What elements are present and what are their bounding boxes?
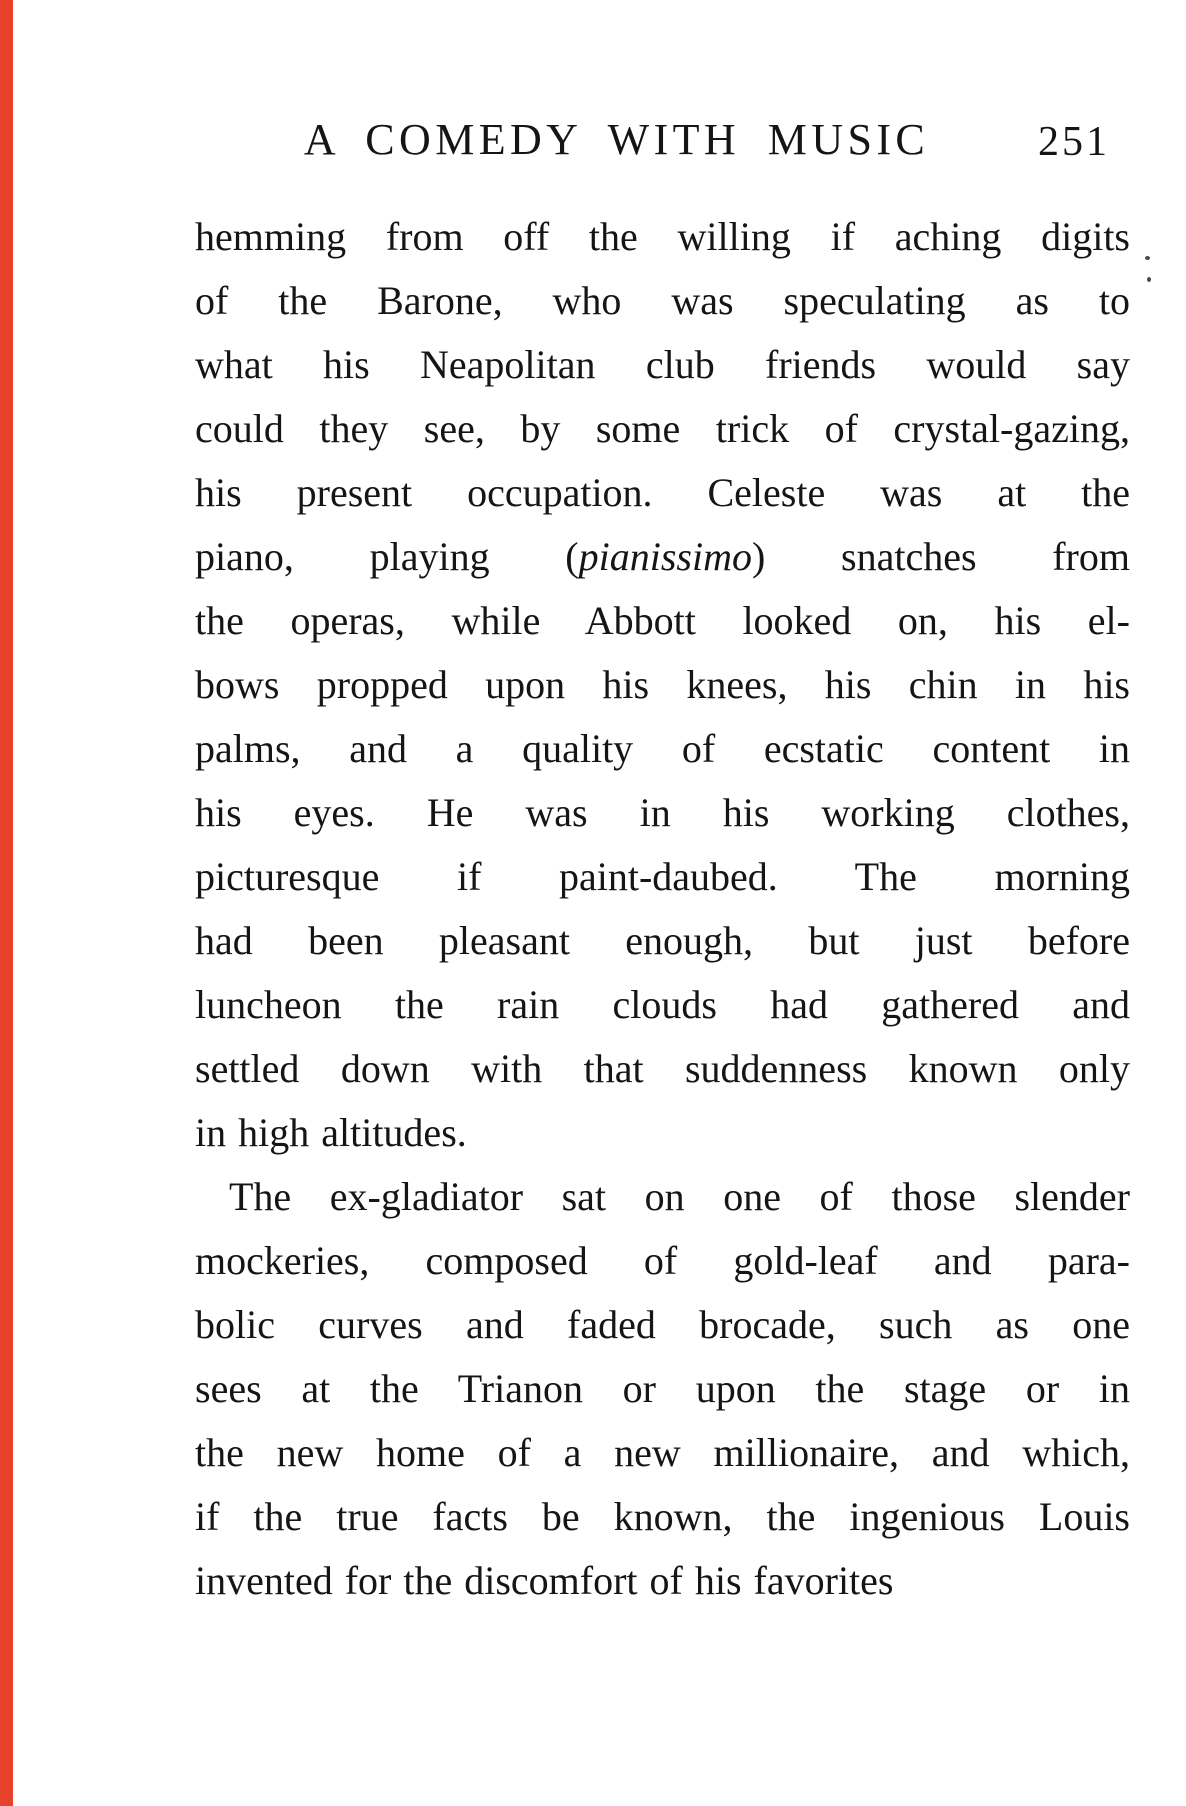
text-line: The ex-gladiator sat on one of those slender	[229, 1174, 1130, 1219]
page-title: A COMEDY WITH MUSIC	[303, 115, 930, 164]
text-line: of the Barone, who was speculating as to	[195, 278, 1130, 323]
text-line: palms, and a quality of ecstatic content in	[195, 726, 1130, 771]
text-line: the new home of a new millionaire, and which,	[195, 1430, 1130, 1475]
text-line: hemming from off the willing if aching digits	[195, 214, 1130, 259]
text-line: what his Neapolitan club friends would say	[195, 342, 1130, 387]
text-line: in high altitudes.	[195, 1110, 467, 1155]
text-line: his eyes. He was in his working clothes,	[195, 790, 1130, 835]
running-header	[195, 116, 1130, 168]
text-line: had been pleasant enough, but just before	[195, 918, 1130, 963]
text-segment: ) snatches from	[751, 534, 1130, 579]
scan-speck	[1147, 277, 1151, 282]
text-line: sees at the Trianon or upon the stage or in	[195, 1366, 1130, 1411]
text-line: bows propped upon his knees, his chin in his	[195, 662, 1130, 707]
body-text	[195, 205, 1130, 1613]
text-segment: piano, playing (	[195, 534, 579, 579]
text-line: his present occupation. Celeste was at the	[195, 470, 1130, 515]
text-line: mockeries, composed of gold-leaf and para-	[195, 1238, 1130, 1283]
text-line: settled down with that suddenness known only	[195, 1046, 1130, 1091]
text-line: invented for the discomfort of his favorites	[195, 1558, 894, 1603]
text-line: picturesque if paint-daubed. The morning	[195, 854, 1130, 899]
text-line: could they see, by some trick of crystal-gazing,	[195, 406, 1130, 451]
text-line: luncheon the rain clouds had gathered and	[195, 982, 1130, 1027]
text-line	[195, 525, 1130, 589]
text-line: the operas, while Abbott looked on, his el-	[195, 598, 1130, 643]
page-number: 251	[1038, 119, 1110, 165]
scan-speck	[1145, 256, 1150, 260]
page-edge-strip	[0, 0, 13, 1806]
text-line: if the true facts be known, the ingenious Louis	[195, 1494, 1130, 1539]
text-line: bolic curves and faded brocade, such as one	[195, 1302, 1130, 1347]
italic-word: pianissimo	[578, 534, 752, 579]
